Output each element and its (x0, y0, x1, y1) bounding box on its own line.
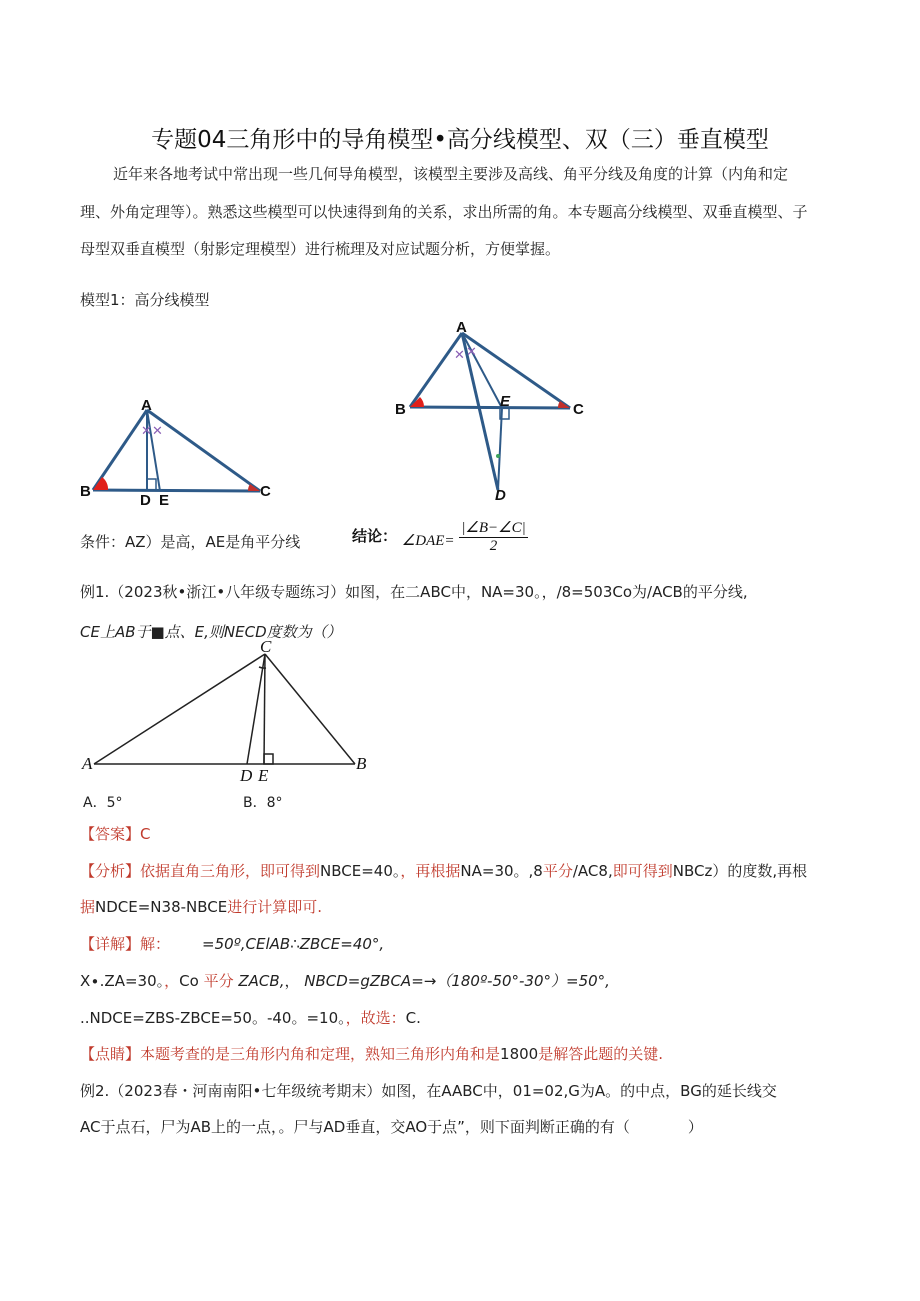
model1-figure-1 (78, 395, 278, 510)
example2-line-1: 例2.（2023春・河南南阳•七年级统考期末）如图，在AABC中，01=02,G为A。的中点，BG的延长线交 (80, 1082, 777, 1100)
conclusion-fraction (459, 518, 527, 555)
analysis-line-2: 据NDCE=N38-NBCE进行计算即可. (80, 898, 323, 916)
right-angle-mark (147, 479, 156, 490)
intro-line-3: 母型双垂直模型（射影定理模型）进行梳理及对应试题分析，方便掌握。 (80, 240, 561, 258)
figure1-triangle (93, 410, 260, 491)
intro-line-1: 近年来各地考试中常出现一些几何导角模型，该模型主要涉及高线、角平分线及角度的计算（内角和定 (113, 165, 789, 183)
label-b: B (395, 401, 406, 418)
conclusion-numerator: |∠B−∠C| (461, 520, 526, 536)
label-d: D (240, 766, 253, 785)
analysis-tag: 【分析】 (80, 862, 141, 880)
detail-line-2: X∙.ZA=30。，Co 平分 ZACB,， NBCD=gZBCA=→（180º-50°-30°）=50°, (80, 972, 610, 990)
label-c: C (260, 483, 271, 500)
comment-line: 【点睛】本题考查的是三角形内角和定理，熟知三角形内角和是1800是解答此题的关键. (80, 1045, 663, 1063)
choice-b: B．8° (243, 795, 283, 811)
angle-mark-x2: ✕ (466, 344, 477, 359)
label-c: C (260, 637, 272, 656)
example1-line-1: 例1.（2023秋•浙江•八年级专题练习）如图，在二ABC中，NA=30。，/8=503Co为/ACB的平分线, (80, 583, 748, 601)
label-a: A (141, 397, 152, 414)
example1-line-2: CE上AB于■点、E,则NECD度数为（） (80, 623, 342, 641)
model1-heading: 模型1：高分线模型 (80, 291, 210, 309)
label-b: B (356, 754, 367, 773)
example1-figure (80, 636, 380, 786)
conclusion-denominator: 2 (489, 538, 498, 554)
figure2-triangle (410, 333, 570, 490)
model1-conclusion (352, 518, 528, 555)
label-d: D (140, 492, 151, 509)
green-dot (496, 454, 500, 458)
detail-line-1: 【详解】解： =50º,CElAB∴ZBCE=40°, (80, 935, 385, 953)
label-a: A (82, 754, 93, 773)
angle-mark-x1: ✕ (141, 423, 152, 438)
label-b: B (80, 483, 91, 500)
label-a: A (456, 319, 467, 336)
angle-mark-x1: ✕ (454, 347, 465, 362)
choice-a: A．5° (83, 795, 123, 811)
intro-line-2: 理、外角定理等）。熟悉这些模型可以快速得到角的关系，求出所需的角。本专题高分线模型、双垂直模型、子 (80, 203, 808, 221)
model1-condition: 条件：AZ）是高，AE是角平分线 (80, 533, 301, 551)
detail-tag: 【详解】 (80, 935, 141, 953)
answer-line (80, 823, 151, 844)
detail-line-3: ..NDCE=ZBS-ZBCE=50。-40。=10。，故选：C. (80, 1009, 421, 1027)
label-c: C (573, 401, 584, 418)
conclusion-label: 结论： (352, 527, 398, 545)
comment-tag: 【点睛】 (80, 1045, 141, 1063)
label-d: D (495, 487, 506, 503)
angle-mark-x2: ✕ (152, 423, 163, 438)
conclusion-lhs: ∠DAE= (401, 533, 455, 549)
example2-line-2: AC于点石，尸为AB上的一点，。尸与AD垂直，交AO于点”，则下面判断正确的有（ ） (80, 1118, 703, 1136)
answer-tag: 【答案】 (80, 825, 141, 843)
analysis-line-1: 【分析】依据直角三角形，即可得到NBCE=40。，再根据NA=30。,8平分/AC8,即可得到NBCz）的度数,再根 (80, 862, 808, 880)
page-title: 专题04三角形中的导角模型•高分线模型、双（三）垂直模型 (151, 127, 769, 153)
label-e: E (500, 393, 511, 410)
label-e: E (159, 492, 170, 509)
model1-figure-2 (392, 318, 592, 503)
label-e: E (258, 766, 269, 785)
answer-value: C (140, 825, 151, 843)
